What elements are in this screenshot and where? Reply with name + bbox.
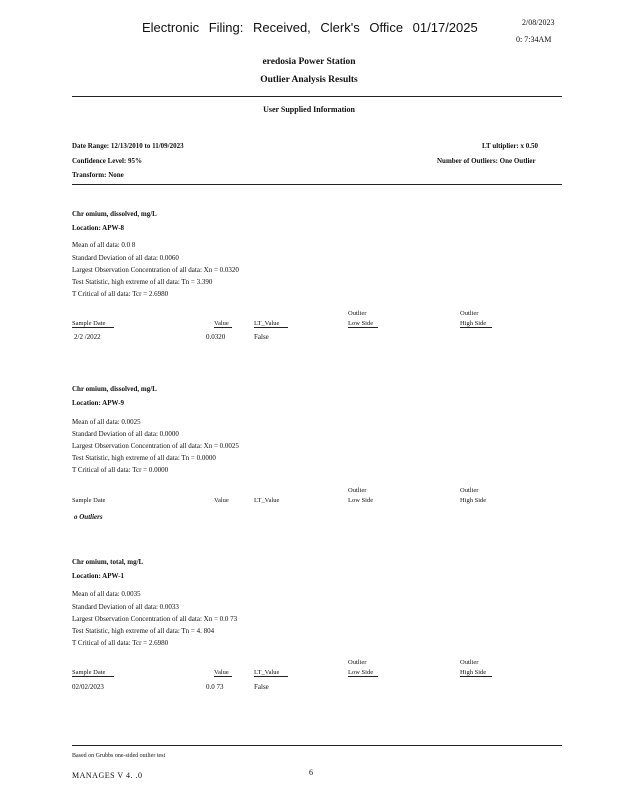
page-number: 6 [309, 768, 313, 777]
corner-date: 2/08/2023 [522, 18, 555, 27]
report-title: Outlier Analysis Results [260, 75, 358, 85]
col-outlier-high-bottom: High Side [460, 669, 492, 677]
col-outlier-high-top: Outlier [460, 487, 479, 494]
location: Location: APW-8 [72, 224, 125, 232]
col-outlier-high-bottom: High Side [460, 320, 492, 328]
col-outlier-high-top: Outlier [460, 659, 479, 666]
divider-footer [72, 745, 562, 746]
transform: Transform: None [72, 171, 124, 179]
test-statistic: Test Statistic, high extreme of all data: Tn = 0.0000 [72, 454, 216, 462]
confidence-level: Confidence Level: 95% [72, 157, 142, 165]
number-of-outliers: Number of Outliers: One Outlier [437, 157, 536, 165]
row-value: 0.0320 [206, 333, 226, 341]
section-header: User Supplied Information [263, 105, 355, 114]
parameter-name: Chr omium, dissolved, mg/L [72, 385, 157, 393]
date-range: Date Range: 12/13/2010 to 11/09/2023 [72, 142, 184, 150]
parameter-name: Chr omium, dissolved, mg/L [72, 210, 157, 218]
row-sample-date: 2/2 /2022 [74, 333, 101, 341]
parameter-name: Chr omium, total, mg/L [72, 558, 144, 566]
col-sample-date: Sample Date [72, 669, 114, 677]
col-value: Value [214, 497, 229, 504]
col-lt-value: LT_Value [254, 320, 288, 328]
col-value: Value [214, 320, 232, 328]
location: Location: APW-9 [72, 399, 125, 407]
row-value: 0.0 73 [206, 683, 224, 691]
software-version: MANAGES V 4. .0 [72, 771, 143, 780]
row-lt-value: False [254, 333, 269, 341]
std-stat: Standard Deviation of all data: 0.0033 [72, 603, 179, 611]
lt-multiplier: LT ultiplier: x 0.50 [482, 142, 539, 150]
col-outlier-high-bottom: High Side [460, 497, 487, 504]
t-critical: T Critical of all data: Tcr = 2.6980 [72, 290, 169, 298]
largest-stat: Largest Observation Concentration of all data: Xn = 0.0 73 [72, 615, 238, 623]
no-outliers-note: o Outliers [74, 513, 103, 521]
location: Location: APW-1 [72, 572, 125, 580]
t-critical: T Critical of all data: Tcr = 2.6980 [72, 639, 169, 647]
footer-note: Based on Grubbs one-sided outlier test [72, 753, 166, 759]
mean-stat: Mean of all data: 0.0025 [72, 418, 141, 426]
col-sample-date: Sample Date [72, 320, 114, 328]
col-outlier-low-top: Outlier [348, 659, 367, 666]
col-outlier-low-top: Outlier [348, 487, 367, 494]
col-outlier-high-top: Outlier [460, 310, 479, 317]
row-lt-value: False [254, 683, 269, 691]
corner-time: 0: 7:34AM [516, 35, 552, 44]
col-outlier-low-bottom: Low Side [348, 320, 378, 328]
col-outlier-low-bottom: Low Side [348, 669, 378, 677]
filing-banner: Electronic Filing: Received, Clerk's Office 01/17/2025 [142, 20, 478, 35]
station-name: eredosia Power Station [262, 57, 356, 67]
std-stat: Standard Deviation of all data: 0.0000 [72, 430, 179, 438]
test-statistic: Test Statistic, high extreme of all data: Tn = 3.390 [72, 278, 213, 286]
divider-top [72, 96, 562, 97]
mean-stat: Mean of all data: 0.0 8 [72, 241, 136, 249]
divider-info [72, 184, 562, 185]
mean-stat: Mean of all data: 0.0035 [72, 590, 141, 598]
col-outlier-low-bottom: Low Side [348, 497, 374, 504]
row-sample-date: 02/02/2023 [72, 683, 104, 691]
col-lt-value: LT_Value [254, 669, 288, 677]
std-stat: Standard Deviation of all data: 0.0060 [72, 254, 179, 262]
largest-stat: Largest Observation Concentration of all data: Xn = 0.0025 [72, 442, 239, 450]
col-sample-date: Sample Date [72, 497, 106, 504]
col-lt-value: LT_Value [254, 497, 280, 504]
col-outlier-low-top: Outlier [348, 310, 367, 317]
largest-stat: Largest Observation Concentration of all data: Xn = 0.0320 [72, 266, 239, 274]
t-critical: T Critical of all data: Tcr = 0.0000 [72, 466, 169, 474]
col-value: Value [214, 669, 232, 677]
test-statistic: Test Statistic, high extreme of all data: Tn = 4. 804 [72, 627, 215, 635]
